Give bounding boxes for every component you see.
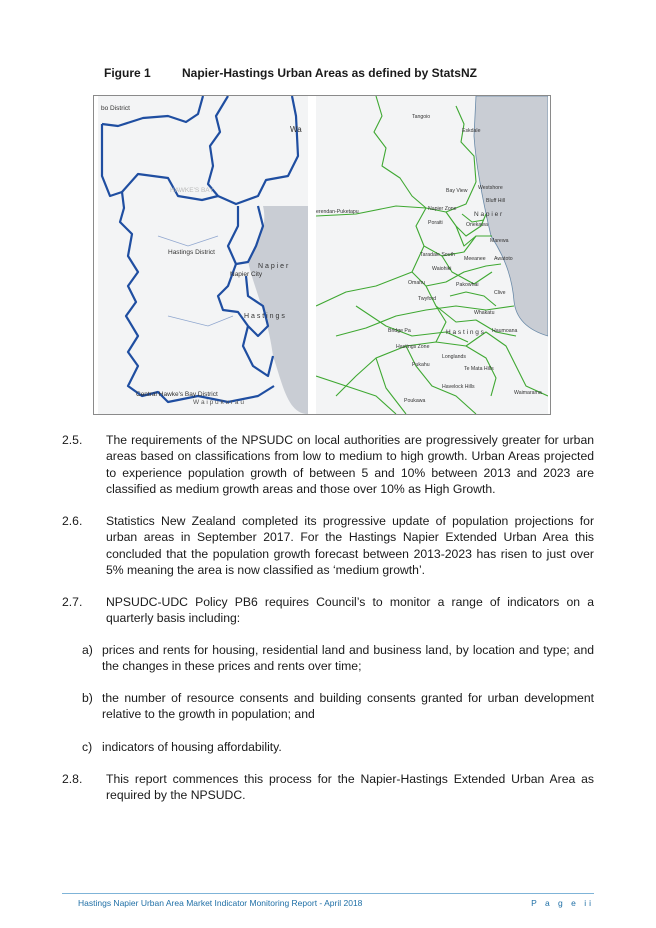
right-map-label: erendan-Puketapu: [316, 209, 359, 215]
right-map-label: Twyford: [418, 296, 437, 302]
right-map-label: Waimarama: [514, 390, 542, 396]
right-map-label: Omahu: [408, 280, 426, 286]
list-item-text: the number of resource consents and building consents granted for urban development relative to the growth in population; and: [102, 691, 594, 722]
right-map-label: Westshore: [478, 185, 503, 191]
right-map-label: Tangoio: [412, 114, 431, 120]
figure-maps: [93, 95, 551, 415]
right-map-label: Eskdale: [462, 128, 481, 134]
right-map-label: Napier Zone: [428, 206, 457, 212]
right-map-label: Bay View: [446, 188, 468, 194]
list-item-text: prices and rents for housing, residential land and business land, by location and type; and the changes in these prices and rents over time;: [102, 643, 594, 674]
left-map-label: Wa: [290, 125, 302, 134]
right-map-label: Waiohiki: [432, 266, 452, 272]
right-map-label: Taradale South: [420, 252, 455, 258]
left-map-label: Hastings District: [168, 249, 215, 256]
left-map-label: W a i p u k u r a u: [193, 399, 244, 406]
right-map-label: Poukawa: [404, 398, 426, 404]
right-map-label: Whakatu: [474, 310, 495, 316]
list-item-text: indicators of housing affordability.: [102, 740, 282, 754]
right-map-label: Meeanee: [464, 256, 486, 262]
paragraph-number: 2.7.: [62, 595, 83, 609]
left-map-label: HAWKE'S BAY: [170, 187, 214, 194]
paragraph-text: Statistics New Zealand completed its progressive update of population projections for urban areas in September 2017. For the Hastings Napier Extended Urban Area this concluded that the population growth forecast between 2013-2023 has risen to just over 5% meaning the area is now classified as ‘medium growth’.: [106, 514, 594, 577]
left-map-label: N a p i e r: [258, 263, 289, 270]
figure-label: Figure 1: [104, 66, 151, 80]
right-map-label: Te Mata Hills: [464, 366, 494, 372]
right-map-label: Bluff Hill: [486, 198, 505, 204]
right-map: [316, 96, 548, 414]
right-map-label: Awatoto: [494, 256, 513, 262]
list-item-a: [82, 642, 594, 675]
footer-page-number: P a g e ii: [531, 898, 594, 908]
right-map-label: Pakowhai: [456, 282, 479, 288]
right-map-label: Onekawa: [466, 222, 488, 228]
footer-divider: [62, 893, 594, 894]
right-map-label: N a p i e r: [474, 211, 503, 218]
paragraph-number: 2.6.: [62, 514, 83, 528]
left-map-label: bo District: [101, 105, 130, 112]
right-map-label: Longlands: [442, 354, 466, 360]
right-map-label: Pukahu: [412, 362, 430, 368]
right-map-label: Clive: [494, 290, 506, 296]
paragraph-text: NPSUDC-UDC Policy PB6 requires Council’s to monitor a range of indicators on a quarterly basis including:: [106, 595, 594, 626]
left-map-label: Napier City: [230, 271, 263, 278]
right-map-label: Havelock Hills: [442, 384, 475, 390]
footer-report-title: Hastings Napier Urban Area Market Indicator Monitoring Report - April 2018: [78, 898, 363, 908]
right-map-label: Bridge Pa: [388, 328, 411, 334]
right-map-label: Haumoana: [492, 328, 518, 334]
paragraph-number: 2.8.: [62, 772, 83, 786]
paragraph-number: 2.5.: [62, 433, 83, 447]
paragraph-text: The requirements of the NPSUDC on local authorities are progressively greater for urban areas based on classifications from low to medium to high growth. Urban Areas projected to experience population growth of between 5 and 10% between 2013 and 2023 are classified as medium growth areas and those over 10% as High Growth.: [106, 433, 594, 496]
paragraph-2-5: [62, 432, 594, 497]
list-item-label: a): [82, 643, 93, 657]
paragraph-text: This report commences this process for the Napier-Hastings Extended Urban Area as required by the NPSUDC.: [106, 772, 594, 803]
list-item-label: c): [82, 740, 93, 754]
paragraph-2-7: [62, 594, 594, 627]
figure-title: Napier-Hastings Urban Areas as defined by StatsNZ: [182, 66, 477, 80]
left-map-label: Central Hawke's Bay District: [136, 391, 218, 398]
right-map-label: H a s t i n g s: [446, 329, 484, 336]
list-item-label: b): [82, 691, 93, 705]
list-item-c: [82, 739, 594, 755]
right-map-label: Marewa: [490, 238, 509, 244]
paragraph-2-6: [62, 513, 594, 578]
left-map-label: H a s t i n g s: [244, 313, 285, 320]
paragraph-2-8: [62, 771, 594, 804]
right-map-label: Hastings Zone: [396, 344, 430, 350]
left-map: [98, 96, 308, 414]
figure-caption: [104, 66, 477, 80]
right-map-label: Poraiti: [428, 220, 443, 226]
list-item-b: [82, 690, 594, 723]
